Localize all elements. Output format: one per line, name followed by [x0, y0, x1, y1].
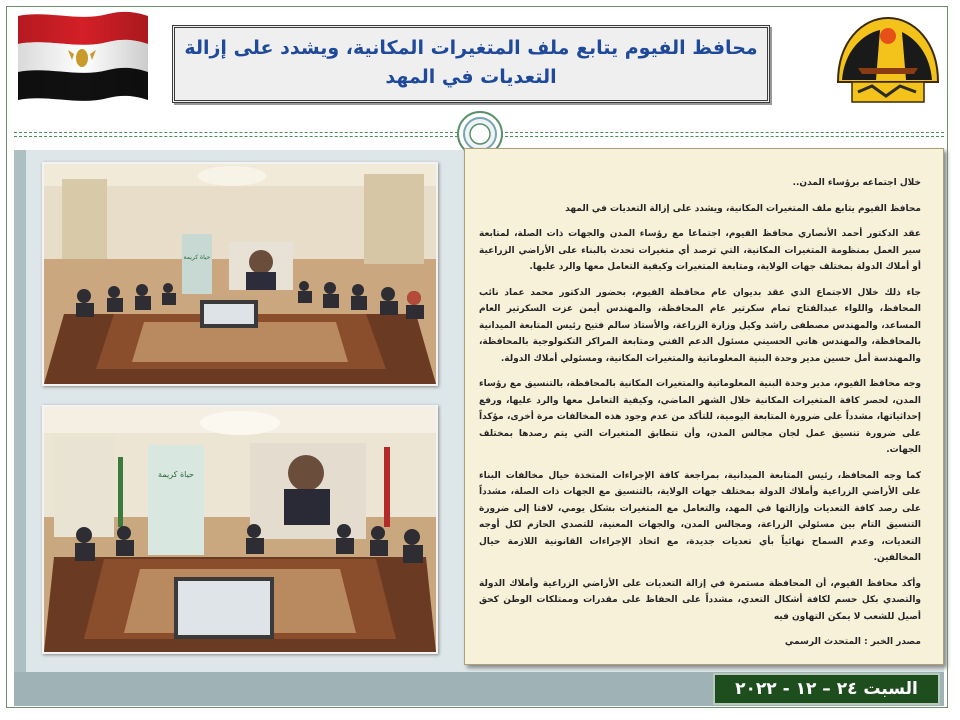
article-source: مصدر الخبر : المتحدث الرسمي	[784, 637, 921, 647]
date-box	[713, 673, 940, 705]
egypt-flag-icon	[18, 10, 148, 102]
meeting-photo-1	[42, 162, 438, 386]
article-paragraph: محافظ الفيوم يتابع ملف المتغيرات المكانية، ويشدد على إزالة التعديات في المهد	[565, 203, 921, 214]
article-paragraph: وجه محافظ الفيوم، مدير وحدة البنية المعلوماتية والمتغيرات المكانية بالمحافظة، بالتنسيق مع رؤساء المدن، لحصر كافة المتغيرات المكانية خلال الشهر الماضي، وكيفية التعامل معها والرد عليها، ورفع إحداثياتها، مشدداً على ضرورة المتابعة اليومية، للتأكد من عدم وجود هذه المخالفات مرة أخرى، مؤكداً على ضرورة تنسيق عمل لجان مجالس المدن، وأن تتطابق المتغيرات التي يتم رصدها بمختلف الجهات.	[479, 379, 921, 455]
article-paragraph: جاء ذلك خلال الاجتماع الذي عقد بديوان عام محافظة الفيوم، بحضور الدكتور محمد عماد نائب المحافظ، واللواء عبدالفتاح تمام سكرتير عام المحافظة، والمهندس أيمن عزت السكرتير العام المساعد، والمهندس مصطفى راشد وكيل وزارة الزراعة، والأستاذ سالم فتيح رئيس المتابعة الميدانية بالمحافظة، والمهندس هاني الحسيني مسئول الدعم الفني ومتابعة المراكز التكنولوجية بالمحافظة، والمهندسة أمل حسين مدير وحدة البنية المعلوماتية والمتغيرات المكانية، ومسئولي أملاك الدولة.	[479, 287, 921, 364]
headline-line-2: التعديات في المهد	[385, 66, 557, 88]
article-body	[464, 148, 944, 665]
headline-box	[172, 25, 770, 103]
headline	[175, 34, 767, 92]
headline-line-1: محافظ الفيوم يتابع ملف المتغيرات المكانية، ويشدد على إزالة	[184, 37, 758, 59]
left-strip	[14, 150, 26, 675]
article-paragraph: وأكد محافظ الفيوم، أن المحافظة مستمرة في إزالة التعديات على الأراضي الزراعية وأملاك الدولة والتصدي بكل حسم لكافة أشكال التعدي، مشدداً على الحفاظ على مقدرات وممتلكات الوطن كحق أصيل للشعب لا يمكن التهاون فيه	[479, 578, 921, 622]
article-paragraph: عقد الدكتور أحمد الأنصاري محافظ الفيوم، اجتماعا مع رؤساء المدن والجهات ذات الصلة، لمتابعة سير العمل بمنظومة المتغيرات المكانية، التي ترصد أي متغيرات تحدث بالبناء على الأراضي الزراعية أو أملاك الدولة بمختلف جهات الولاية، ومتابعة المتغيرات وكيفية التعامل معها والرد عليها.	[479, 229, 921, 272]
article-paragraph: كما وجه المحافظ، رئيس المتابعة الميدانية، بمراجعة كافة الإجراءات المتخذة حيال مخالفات البناء على الأراضي الزراعية وأملاك الدولة بمختلف جهات الولاية، بالتنسيق مع الجهات ذات الصلة، مشدداً على رصد كافة التعديات وإزالتها في المهد، والتعامل مع المتغيرات بشكل يومي، لافتا إلى ضرورة التنسيق التام بين مسئولي الزراعة، ومجالس المدن، والجهات المعنية، للتصدي الحازم لكل أوجه التعديات، وعدم السماح نهائياً بأي تعديات جديدة، مع اتخاذ الإجراءات القانونية اللازمة حيال المخالفين.	[479, 470, 921, 563]
photo1-banner-text: حياة كريمة	[183, 254, 211, 261]
fayoum-logo-icon	[832, 12, 944, 112]
article-paragraph: خلال اجتماعه برؤساء المدن..	[792, 178, 921, 188]
photo2-banner-text: حياة كريمة	[158, 470, 194, 479]
publish-date: السبت ٢٤ – ١٢ - ٢٠٢٢	[735, 679, 918, 699]
meeting-photo-2	[42, 405, 438, 654]
